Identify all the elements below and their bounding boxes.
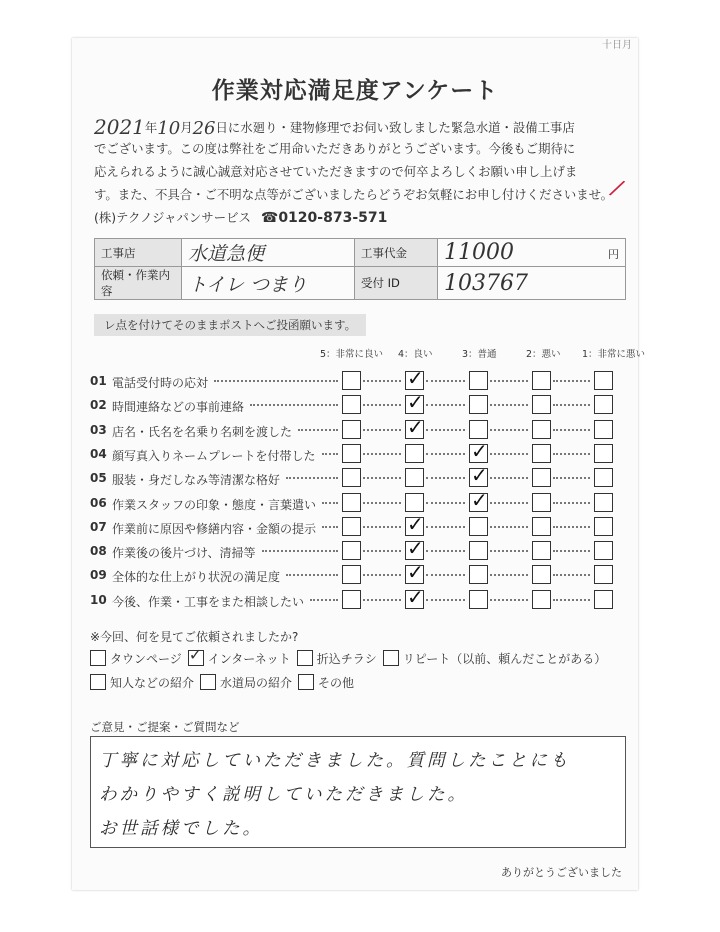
rating-checkbox-5[interactable] [342, 420, 361, 439]
dotted-connector [490, 380, 528, 382]
phone-number: ☎0120-873-571 [260, 210, 388, 226]
dotted-connector [553, 380, 590, 382]
question-text: 服装・身だしなみ等清潔な格好 [112, 473, 281, 488]
rating-checkbox-1[interactable] [594, 493, 613, 512]
question-row [90, 511, 630, 539]
check-mark-icon: ✓ [407, 536, 424, 561]
shop-value: 水道急便 [182, 239, 355, 267]
company-name: (株)テクノジャパンサービス [94, 210, 251, 225]
comment-line-3: お世話様でした。 [99, 819, 263, 839]
price-value: 11000 [444, 240, 514, 265]
rating-checkbox-1[interactable] [594, 444, 613, 463]
question-row [90, 584, 630, 612]
question-number: 06 [90, 495, 107, 510]
dotted-leader [214, 380, 338, 382]
intro-line2: でございます。この度は弊社をご用命いただきありがとうございます。今後もご期待に [94, 141, 576, 156]
dotted-connector [363, 550, 401, 552]
question-number: 07 [90, 519, 107, 534]
rating-checkbox-1[interactable] [594, 565, 613, 584]
question-number: 09 [90, 568, 107, 583]
rating-checkbox-4[interactable] [405, 536, 424, 561]
dotted-connector [363, 429, 401, 431]
rating-checkbox-4[interactable] [405, 390, 424, 415]
dotted-connector [426, 599, 465, 601]
source-option[interactable] [200, 674, 292, 691]
dotted-leader [262, 550, 338, 552]
rating-checkbox-5[interactable] [342, 395, 361, 414]
rating-checkbox-4[interactable] [405, 366, 424, 390]
intro-text [94, 114, 634, 229]
source-option-line [90, 674, 360, 691]
option-checkbox[interactable] [90, 674, 106, 690]
rating-checkbox-4[interactable] [405, 493, 424, 512]
option-checkbox[interactable] [298, 674, 314, 690]
option-label: リピート（以前、頼んだことがある） [402, 652, 607, 666]
rating-checkbox-5[interactable] [342, 541, 361, 560]
question-row [90, 463, 630, 490]
price-unit: 円 [608, 248, 619, 261]
dotted-connector [426, 453, 465, 455]
dotted-connector [490, 429, 528, 431]
id-label: 受付 ID [355, 267, 438, 300]
dotted-leader [298, 429, 338, 431]
rating-checkbox-2[interactable] [532, 468, 551, 487]
question-number: 05 [90, 471, 107, 486]
rating-checkbox-5[interactable] [342, 468, 361, 487]
rating-checkbox-1[interactable] [594, 420, 613, 439]
dotted-connector [553, 404, 590, 406]
option-checkbox[interactable] [188, 645, 204, 666]
check-mark-icon: ✓ [471, 463, 488, 488]
instruction-banner: レ点を付けてそのままポストへご投函願います。 [94, 314, 366, 336]
question-number: 02 [90, 398, 107, 413]
rating-checkbox-4[interactable] [405, 584, 424, 609]
price-label: 工事代金 [355, 239, 438, 267]
rating-checkbox-2[interactable] [532, 565, 551, 584]
dotted-connector [426, 526, 465, 528]
dotted-connector [553, 574, 590, 576]
dotted-connector [363, 453, 401, 455]
comment-line-1: 丁寧に対応していただきました。質問したことにも [99, 751, 571, 771]
question-row [90, 366, 630, 393]
rating-checkbox-1[interactable] [594, 371, 613, 390]
comment-box[interactable] [90, 736, 626, 848]
question-text: 作業スタッフの印象・態度・言葉遣い [112, 497, 317, 512]
option-checkbox[interactable] [90, 650, 106, 666]
dotted-connector [490, 453, 528, 455]
dotted-leader [322, 502, 338, 504]
rating-checkbox-5[interactable] [342, 590, 361, 609]
dotted-connector [490, 502, 528, 504]
info-table [94, 238, 626, 300]
option-label: その他 [318, 676, 355, 690]
option-label: タウンページ [110, 652, 182, 666]
comment-line-2: わかりやすく説明していただきました。 [99, 785, 468, 805]
handwritten-day: 26 [192, 118, 216, 139]
dotted-connector [426, 550, 465, 552]
dotted-connector [553, 429, 590, 431]
corner-text: 十日月 [602, 40, 632, 51]
check-mark-icon: ✓ [188, 645, 203, 664]
question-number: 10 [90, 592, 107, 607]
rating-checkbox-2[interactable] [532, 517, 551, 536]
question-text: 時間連絡などの事前連絡 [112, 400, 245, 415]
rating-checkbox-2[interactable] [532, 541, 551, 560]
intro-line1: 日に水廻り・建物修理でお伺い致しました緊急水道・設備工事店 [215, 120, 575, 135]
rating-checkbox-5[interactable] [342, 371, 361, 390]
dotted-leader [286, 477, 338, 479]
rating-checkbox-2[interactable] [532, 395, 551, 414]
survey-title: 作業対応満足度アンケート [211, 78, 499, 104]
rating-checkbox-4[interactable] [405, 468, 424, 487]
intro-line4-text: す。また、不具合・ご不明な点等がございましたらどうぞお気軽にお申し付けくださいませ。 [94, 187, 614, 202]
question-row [90, 536, 630, 563]
red-pen-mark: / [608, 175, 625, 202]
check-mark-icon: ✓ [471, 487, 488, 512]
source-option[interactable] [297, 650, 377, 667]
check-mark-icon: ✓ [407, 414, 424, 439]
question-row [90, 414, 630, 442]
work-label: 依頼・作業内容 [95, 267, 182, 300]
option-label: インターネット [207, 652, 291, 666]
rating-checkbox-3[interactable] [469, 517, 488, 536]
check-mark-icon: ✓ [407, 511, 424, 536]
scale-label-2: 2：悪い [526, 349, 561, 360]
question-row [90, 560, 630, 587]
option-checkbox[interactable] [200, 674, 216, 690]
dotted-connector [553, 477, 590, 479]
rating-checkbox-3[interactable] [469, 438, 488, 463]
rating-checkbox-1[interactable] [594, 541, 613, 560]
source-question: ※今回、何を見てご依頼されましたか? [90, 630, 299, 644]
rating-checkbox-5[interactable] [342, 493, 361, 512]
year-suffix: 年 [144, 120, 158, 135]
dotted-connector [426, 429, 465, 431]
rating-checkbox-3[interactable] [469, 565, 488, 584]
option-checkbox[interactable] [297, 650, 313, 666]
question-row [90, 390, 630, 417]
check-mark-icon: ✓ [407, 390, 424, 415]
intro-line3: 応えられるように誠心誠意対応させていただきますので何卒よろしくお願い申し上げま [94, 164, 578, 179]
rating-checkbox-5[interactable] [342, 565, 361, 584]
rating-checkbox-2[interactable] [532, 371, 551, 390]
question-row [90, 487, 630, 515]
rating-checkbox-3[interactable] [469, 371, 488, 390]
dotted-connector [426, 502, 465, 504]
rating-checkbox-3[interactable] [469, 541, 488, 560]
dotted-connector [553, 502, 590, 504]
shop-label: 工事店 [95, 239, 182, 267]
rating-checkbox-3[interactable] [469, 420, 488, 439]
dotted-connector [363, 599, 401, 601]
scale-label-5: 5：非常に良い [320, 349, 384, 360]
question-text: 作業前に原因や修繕内容・金額の提示 [112, 521, 317, 536]
dotted-connector [490, 550, 528, 552]
survey-sheet [72, 38, 646, 890]
scale-label-4: 4：良い [398, 349, 433, 360]
scale-label-1: 1：非常に悪い [582, 349, 646, 360]
dotted-connector [490, 574, 528, 576]
dotted-connector [490, 477, 528, 479]
thanks-text: ありがとうございました [501, 866, 622, 879]
question-text: 電話受付時の応対 [112, 376, 209, 390]
rating-checkbox-4[interactable] [405, 511, 424, 536]
dotted-connector [363, 502, 401, 504]
id-value: 103767 [438, 267, 626, 300]
rating-checkbox-1[interactable] [594, 590, 613, 609]
month-suffix: 月 [180, 120, 193, 135]
rating-checkbox-3[interactable] [469, 395, 488, 414]
dotted-connector [553, 550, 590, 552]
rating-checkbox-4[interactable] [405, 414, 424, 439]
rating-checkbox-3[interactable] [469, 463, 488, 488]
dotted-leader [250, 404, 338, 406]
rating-checkbox-2[interactable] [532, 420, 551, 439]
source-option[interactable] [90, 674, 194, 691]
question-number: 03 [90, 422, 107, 437]
question-number: 04 [90, 446, 107, 461]
dotted-connector [363, 404, 401, 406]
dotted-connector [426, 380, 465, 382]
dotted-connector [490, 404, 528, 406]
rating-checkbox-4[interactable] [405, 444, 424, 463]
rating-checkbox-5[interactable] [342, 444, 361, 463]
rating-checkbox-1[interactable] [594, 468, 613, 487]
question-text: 作業後の後片づけ、清掃等 [112, 546, 256, 561]
check-mark-icon: ✓ [407, 560, 424, 585]
source-option[interactable] [188, 645, 291, 667]
source-option[interactable] [90, 650, 182, 667]
rating-checkbox-2[interactable] [532, 590, 551, 609]
price-cell [438, 239, 626, 267]
check-mark-icon: ✓ [407, 584, 424, 609]
dotted-connector [490, 599, 528, 601]
dotted-leader [286, 574, 338, 576]
handwritten-month: 10 [157, 118, 181, 139]
question-number: 01 [90, 374, 107, 388]
rating-checkbox-1[interactable] [594, 395, 613, 414]
handwritten-year: 2021 [94, 115, 145, 139]
question-text: 今後、作業・工事をまた相談したい [112, 594, 305, 609]
rating-checkbox-4[interactable] [405, 560, 424, 585]
option-label: 折込チラシ [316, 652, 377, 666]
source-option[interactable] [298, 674, 354, 691]
source-option-line [90, 645, 612, 667]
dotted-connector [426, 404, 465, 406]
dotted-connector [426, 477, 465, 479]
company-line [94, 206, 634, 229]
rating-checkbox-2[interactable] [532, 493, 551, 512]
rating-checkbox-5[interactable] [342, 517, 361, 536]
dotted-connector [553, 453, 590, 455]
dotted-leader [322, 453, 338, 455]
check-mark-icon: ✓ [407, 366, 424, 390]
scale-label-3: 3：普通 [462, 349, 497, 360]
question-text: 店名・氏名を名乗り名刺を渡した [112, 424, 293, 439]
intro-line4 [94, 175, 634, 206]
question-text: 全体的な仕上がり状況の満足度 [112, 570, 281, 585]
work-value: トイレ つまり [182, 267, 355, 300]
option-label: 知人などの紹介 [110, 676, 195, 690]
rating-checkbox-2[interactable] [532, 444, 551, 463]
question-number: 08 [90, 544, 107, 559]
dotted-connector [363, 380, 401, 382]
rating-checkbox-3[interactable] [469, 487, 488, 512]
comment-label: ご意見・ご提案・ご質問など [90, 720, 240, 734]
rating-checkbox-1[interactable] [594, 517, 613, 536]
check-mark-icon: ✓ [471, 438, 488, 463]
rating-checkbox-3[interactable] [469, 590, 488, 609]
dotted-leader [322, 526, 338, 528]
dotted-connector [363, 526, 401, 528]
dotted-connector [426, 574, 465, 576]
dotted-leader [310, 599, 338, 601]
question-text: 顔写真入りネームプレートを付帯した [112, 448, 316, 463]
dotted-connector [553, 526, 590, 528]
option-checkbox[interactable] [383, 650, 399, 666]
question-row [90, 438, 630, 466]
dotted-connector [363, 574, 401, 576]
dotted-connector [553, 599, 590, 601]
dotted-connector [363, 477, 401, 479]
source-option[interactable] [383, 650, 607, 667]
option-label: 水道局の紹介 [220, 676, 293, 690]
dotted-connector [490, 526, 528, 528]
